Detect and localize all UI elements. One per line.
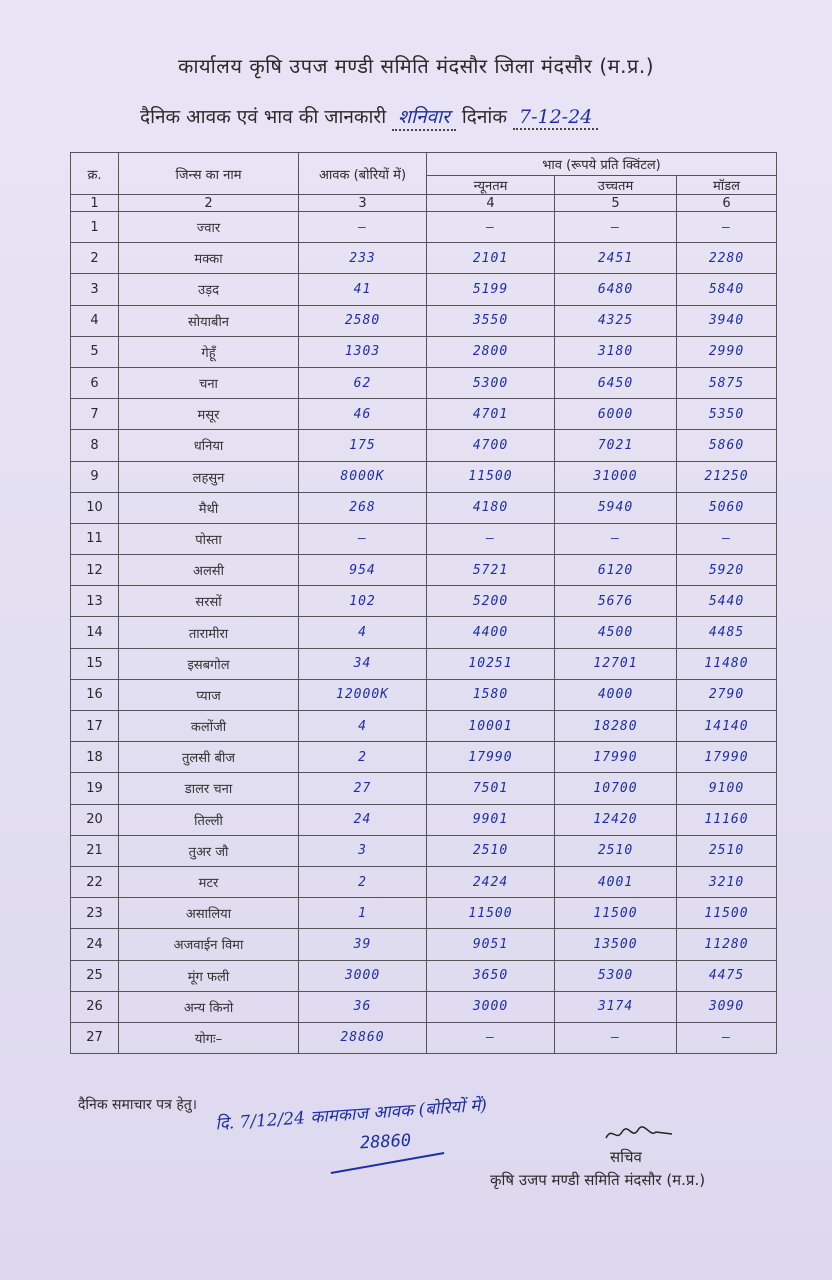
max-price: — [555,212,677,243]
arrival-value: 4 [299,711,427,742]
row-sn: 24 [71,929,119,960]
arrival-value: 27 [299,773,427,804]
min-price: 10001 [427,711,555,742]
max-price: 6000 [555,399,677,430]
table-row [71,461,777,492]
row-sn: 7 [71,399,119,430]
commodity-name: मैथी [119,492,299,523]
arrival-value: 24 [299,804,427,835]
arrival-value: 1 [299,898,427,929]
arrival-value: 36 [299,991,427,1022]
max-price: 3180 [555,336,677,367]
row-sn: 19 [71,773,119,804]
commodity-name: अजवाईन विमा [119,929,299,960]
row-sn: 9 [71,461,119,492]
max-price: 4500 [555,617,677,648]
min-price: 9051 [427,929,555,960]
modal-price: 3090 [677,991,777,1022]
commodity-name: अन्य किनो [119,991,299,1022]
table-row [71,243,777,274]
row-sn: 17 [71,711,119,742]
arrival-price-table [70,152,777,1054]
office-title: कार्यालय कृषि उपज मण्डी समिति मंदसौर जिला मंदसौर (म.प्र.) [177,54,655,78]
modal-price: 14140 [677,711,777,742]
col-number: 2 [119,195,299,212]
min-price: 3650 [427,960,555,991]
table-row [71,555,777,586]
min-price: 5200 [427,586,555,617]
commodity-name: असालिया [119,898,299,929]
commodity-name: तारामीरा [119,617,299,648]
modal-price: 4475 [677,960,777,991]
arrival-value: 34 [299,648,427,679]
min-price: 4701 [427,399,555,430]
arrival-value: 46 [299,399,427,430]
min-price: 2101 [427,243,555,274]
row-sn: 8 [71,430,119,461]
table-row [71,586,777,617]
table-row [71,898,777,929]
modal-price: 3940 [677,305,777,336]
arrival-value: 8000K [299,461,427,492]
col-number: 5 [555,195,677,212]
arrival-value: 954 [299,555,427,586]
arrival-value: 3 [299,835,427,866]
row-sn: 2 [71,243,119,274]
commodity-name: लहसुन [119,461,299,492]
commodity-name: तुअर जौ [119,835,299,866]
min-price: 4180 [427,492,555,523]
modal-price: 2990 [677,336,777,367]
commodity-name: ज्वार [119,212,299,243]
arrival-value: — [299,212,427,243]
modal-price: 4485 [677,617,777,648]
min-price: 2800 [427,336,555,367]
commodity-name: मटर [119,866,299,897]
modal-price: 5860 [677,430,777,461]
modal-price: 3210 [677,866,777,897]
max-price: 5940 [555,492,677,523]
row-sn: 4 [71,305,119,336]
table-row [71,773,777,804]
modal-price: 11160 [677,804,777,835]
max-price: 13500 [555,929,677,960]
table-row [71,742,777,773]
table-row [71,305,777,336]
table-row [71,648,777,679]
table-row [71,960,777,991]
commodity-name: गेहूँ [119,336,299,367]
commodity-name: मूंग फली [119,960,299,991]
arrival-value: — [299,523,427,554]
row-sn: 13 [71,586,119,617]
report-subtitle [140,103,598,131]
table-row [71,929,777,960]
modal-price: 9100 [677,773,777,804]
modal-price: 2510 [677,835,777,866]
max-price: 4325 [555,305,677,336]
modal-price: 5840 [677,274,777,305]
header-min: न्यूनतम [427,176,555,195]
arrival-value: 12000K [299,679,427,710]
row-sn: 5 [71,336,119,367]
commodity-name: तिल्ली [119,804,299,835]
header-sn: क्र. [71,153,119,195]
row-sn: 18 [71,742,119,773]
signature-icon [604,1124,674,1144]
max-price: 5300 [555,960,677,991]
modal-price: — [677,523,777,554]
arrival-value: 268 [299,492,427,523]
arrival-value: 2 [299,742,427,773]
modal-price: — [677,212,777,243]
arrival-value: 175 [299,430,427,461]
col-number: 6 [677,195,777,212]
max-price: 12420 [555,804,677,835]
modal-price: — [677,1022,777,1053]
handwritten-total: 28860 [359,1130,412,1154]
max-price: 11500 [555,898,677,929]
min-price: 2424 [427,866,555,897]
min-price: 3550 [427,305,555,336]
commodity-name: अलसी [119,555,299,586]
arrival-value: 39 [299,929,427,960]
commodity-name: योगः– [119,1022,299,1053]
table-row [71,523,777,554]
min-price: 1580 [427,679,555,710]
arrival-value: 28860 [299,1022,427,1053]
max-price: 12701 [555,648,677,679]
min-price: 5721 [427,555,555,586]
row-sn: 14 [71,617,119,648]
header-modal: मॉडल [677,176,777,195]
commodity-name: सोयाबीन [119,305,299,336]
max-price: 3174 [555,991,677,1022]
row-sn: 23 [71,898,119,929]
max-price: 6120 [555,555,677,586]
table-row [71,679,777,710]
modal-price: 11480 [677,648,777,679]
commodity-name: सरसों [119,586,299,617]
max-price: 17990 [555,742,677,773]
table-row [71,492,777,523]
min-price: 11500 [427,898,555,929]
designation: सचिव [610,1148,642,1166]
table-row [71,336,777,367]
max-price: 4001 [555,866,677,897]
row-sn: 20 [71,804,119,835]
min-price: 9901 [427,804,555,835]
arrival-value: 102 [299,586,427,617]
table-row [71,991,777,1022]
max-price: — [555,1022,677,1053]
arrival-value: 62 [299,367,427,398]
commodity-name: धनिया [119,430,299,461]
min-price: 4400 [427,617,555,648]
row-sn: 25 [71,960,119,991]
min-price: — [427,523,555,554]
max-price: 7021 [555,430,677,461]
table-row [71,274,777,305]
modal-price: 5350 [677,399,777,430]
subtitle-prefix: दैनिक आवक एवं भाव की जानकारी [140,106,387,128]
max-price: 6480 [555,274,677,305]
modal-price: 5440 [677,586,777,617]
min-price: 7501 [427,773,555,804]
office-name: कृषि उजप मण्डी समिति मंदसौर (म.प्र.) [490,1171,706,1189]
col-number: 4 [427,195,555,212]
pen-underline [331,1152,445,1174]
handwritten-day: शनिवार [398,106,450,128]
min-price: 3000 [427,991,555,1022]
min-price: 17990 [427,742,555,773]
commodity-name: चना [119,367,299,398]
handwritten-note: दि. 7/12/24 कामकाज आवक (बोरियों में) [214,1095,488,1135]
table-row [71,835,777,866]
min-price: 5300 [427,367,555,398]
min-price: 5199 [427,274,555,305]
commodity-name: पोस्ता [119,523,299,554]
row-sn: 15 [71,648,119,679]
row-sn: 3 [71,274,119,305]
min-price: 10251 [427,648,555,679]
modal-price: 11280 [677,929,777,960]
table-row [71,367,777,398]
commodity-name: मक्का [119,243,299,274]
arrival-value: 2 [299,866,427,897]
commodity-name: मसूर [119,399,299,430]
max-price: 10700 [555,773,677,804]
row-sn: 12 [71,555,119,586]
newspaper-note: दैनिक समाचार पत्र हेतु। [78,1097,198,1113]
handwritten-date: 7-12-24 [519,106,593,128]
table-row [71,399,777,430]
row-sn: 10 [71,492,119,523]
commodity-name: इसबगोल [119,648,299,679]
modal-price: 5875 [677,367,777,398]
commodity-name: डालर चना [119,773,299,804]
modal-price: 5060 [677,492,777,523]
modal-price: 5920 [677,555,777,586]
table-row [71,804,777,835]
min-price: 4700 [427,430,555,461]
arrival-value: 41 [299,274,427,305]
table-row [71,617,777,648]
commodity-name: उड़द [119,274,299,305]
row-sn: 21 [71,835,119,866]
commodity-name: तुलसी बीज [119,742,299,773]
min-price: — [427,212,555,243]
min-price: — [427,1022,555,1053]
modal-price: 2790 [677,679,777,710]
row-sn: 16 [71,679,119,710]
arrival-value: 3000 [299,960,427,991]
modal-price: 11500 [677,898,777,929]
modal-price: 2280 [677,243,777,274]
max-price: 18280 [555,711,677,742]
max-price: 2451 [555,243,677,274]
table-row [71,866,777,897]
col-number: 3 [299,195,427,212]
max-price: 31000 [555,461,677,492]
max-price: 6450 [555,367,677,398]
table-row [71,1022,777,1053]
arrival-value: 233 [299,243,427,274]
max-price: 4000 [555,679,677,710]
row-sn: 11 [71,523,119,554]
row-sn: 27 [71,1022,119,1053]
col-number: 1 [71,195,119,212]
table-row [71,711,777,742]
min-price: 11500 [427,461,555,492]
max-price: 5676 [555,586,677,617]
commodity-name: प्याज [119,679,299,710]
arrival-value: 4 [299,617,427,648]
row-sn: 22 [71,866,119,897]
max-price: 2510 [555,835,677,866]
max-price: — [555,523,677,554]
modal-price: 17990 [677,742,777,773]
arrival-value: 2580 [299,305,427,336]
table-row [71,212,777,243]
min-price: 2510 [427,835,555,866]
row-sn: 1 [71,212,119,243]
header-max: उच्चतम [555,176,677,195]
modal-price: 21250 [677,461,777,492]
date-label: दिनांक [461,106,507,128]
table-row [71,430,777,461]
row-sn: 26 [71,991,119,1022]
arrival-value: 1303 [299,336,427,367]
header-arrival: आवक (बोरियों में) [299,153,427,195]
row-sn: 6 [71,367,119,398]
commodity-name: कलोंजी [119,711,299,742]
header-price-group: भाव (रूपये प्रति क्विंटल) [427,153,777,176]
header-name: जिन्स का नाम [119,153,299,195]
